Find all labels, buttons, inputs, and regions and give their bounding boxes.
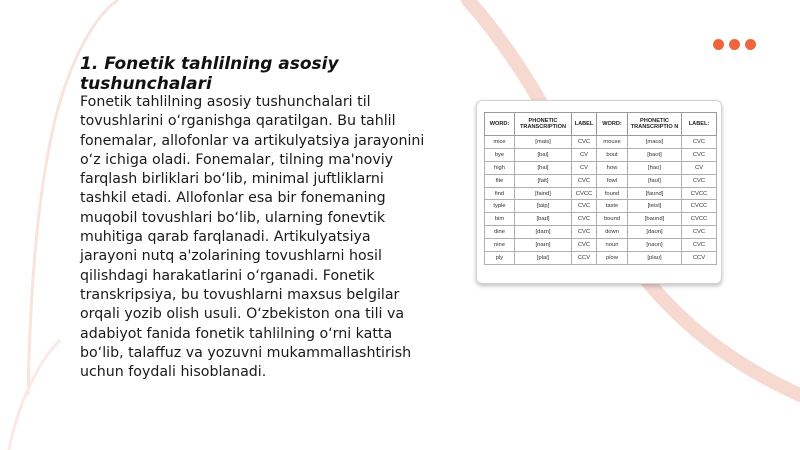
table-row: [485, 136, 717, 149]
table-cell: [faʊl]: [628, 174, 682, 187]
table-cell: [maʊs]: [628, 136, 682, 149]
table-cell: nine: [485, 239, 515, 252]
table-cell: how: [597, 161, 628, 174]
table-row: [485, 148, 717, 161]
table-cell: [teist]: [628, 200, 682, 213]
table-row: [485, 239, 717, 252]
table-row: [485, 161, 717, 174]
table-cell: CVCC: [682, 200, 717, 213]
slide-body-text: Fonetik tahlilning asosiy tushunchalari til tovushlarini o‘rganishga qaratilgan. Bu tahlil fonemalar, allofonlar va artikulyatsiya jarayonini o‘z ichiga oladi. Fonemalar, tilning ma'noviy farqlash birliklari bo‘lib, minimal juftliklarni tashkil etadi. Allofonlar esa bir fonemaning muqobil tovushlari bo‘lib, ularning fonevtik muhitiga qarab farqlanadi. Artikulyatsiya jarayoni nutq a'zolarining tovushlarni hosil qilishdagi harakatlarini o‘rganadi. Fonetik transkripsiya, bu tovushlarni maxsus belgilar orqali yozib olish usuli. O‘zbekiston ona tili va adabiyot fanida fonetik tahlilning o‘rni katta bo‘lib, talaffuz va yozuvni mukammallashtirish uchun foydali hisoblanadi.: [80, 94, 425, 381]
table-cell: CV: [572, 161, 597, 174]
table-cell: [daɪn]: [515, 226, 572, 239]
table-cell: plow: [597, 252, 628, 265]
table-cell: mice: [485, 136, 515, 149]
table-cell: [bai]: [515, 148, 572, 161]
table-row: [485, 226, 717, 239]
table-cell: CV: [572, 148, 597, 161]
table-cell: CCV: [572, 252, 597, 265]
dot-icon: [713, 39, 724, 50]
table-cell: CVC: [682, 174, 717, 187]
table-cell: CVCC: [682, 187, 717, 200]
table-cell: fite: [485, 174, 515, 187]
table-header-row: [485, 113, 717, 136]
table-cell: [hai]: [515, 161, 572, 174]
table-cell: CVC: [572, 226, 597, 239]
phonetic-table: [484, 112, 717, 265]
table-cell: dine: [485, 226, 515, 239]
dot-icon: [745, 39, 756, 50]
table-cell: [mais]: [515, 136, 572, 149]
table-cell: CV: [682, 161, 717, 174]
slide-title: 1. Fonetik tahlilning asosiy tushunchalari: [80, 54, 339, 94]
table-cell: [faind]: [515, 187, 572, 200]
table-cell: [baʊt]: [628, 148, 682, 161]
table-cell: bound: [597, 213, 628, 226]
table-cell: typle: [485, 200, 515, 213]
table-cell: CVC: [572, 213, 597, 226]
column-header: WORD:: [597, 113, 628, 136]
table-row: [485, 200, 717, 213]
table-cell: fowl: [597, 174, 628, 187]
table-cell: CVC: [572, 174, 597, 187]
table-cell: [baʊnd]: [628, 213, 682, 226]
table-cell: CVC: [682, 148, 717, 161]
table-cell: mouse: [597, 136, 628, 149]
table-cell: [plai]: [515, 252, 572, 265]
column-header: LABEL:: [682, 113, 717, 136]
table-cell: bout: [597, 148, 628, 161]
table-cell: down: [597, 226, 628, 239]
column-header: LABEL: [572, 113, 597, 136]
table-cell: CVC: [682, 226, 717, 239]
table-cell: [naʊn]: [628, 239, 682, 252]
table-cell: CVC: [572, 200, 597, 213]
table-cell: [naɪn]: [515, 239, 572, 252]
table-cell: noun: [597, 239, 628, 252]
table-cell: bye: [485, 148, 515, 161]
table-cell: CCV: [682, 252, 717, 265]
menu-dots: [713, 39, 756, 50]
column-header: PHONETIC TRANSCRIPTION: [515, 113, 572, 136]
column-header: WORD:: [485, 113, 515, 136]
table-cell: CVC: [572, 136, 597, 149]
table-cell: [taip]: [515, 200, 572, 213]
table-row: [485, 187, 717, 200]
dot-icon: [729, 39, 740, 50]
table-cell: [faʊnd]: [628, 187, 682, 200]
table-row: [485, 252, 717, 265]
table-cell: CVC: [572, 239, 597, 252]
table-cell: [baɪl]: [515, 213, 572, 226]
table-cell: [daʊn]: [628, 226, 682, 239]
table-image-card: [476, 100, 722, 284]
table-row: [485, 174, 717, 187]
table-row: [485, 213, 717, 226]
table-cell: [fait]: [515, 174, 572, 187]
table-cell: CVC: [682, 136, 717, 149]
table-cell: high: [485, 161, 515, 174]
table-cell: taste: [597, 200, 628, 213]
table-cell: [haʊ]: [628, 161, 682, 174]
table-cell: ply: [485, 252, 515, 265]
table-cell: found: [597, 187, 628, 200]
table-cell: find: [485, 187, 515, 200]
table-cell: [plaʊ]: [628, 252, 682, 265]
table-cell: CVC: [682, 239, 717, 252]
table-cell: CVCC: [572, 187, 597, 200]
table-cell: CVCC: [682, 213, 717, 226]
column-header: PHONETIC TRANSCRIPTIO N: [628, 113, 682, 136]
table-cell: bim: [485, 213, 515, 226]
